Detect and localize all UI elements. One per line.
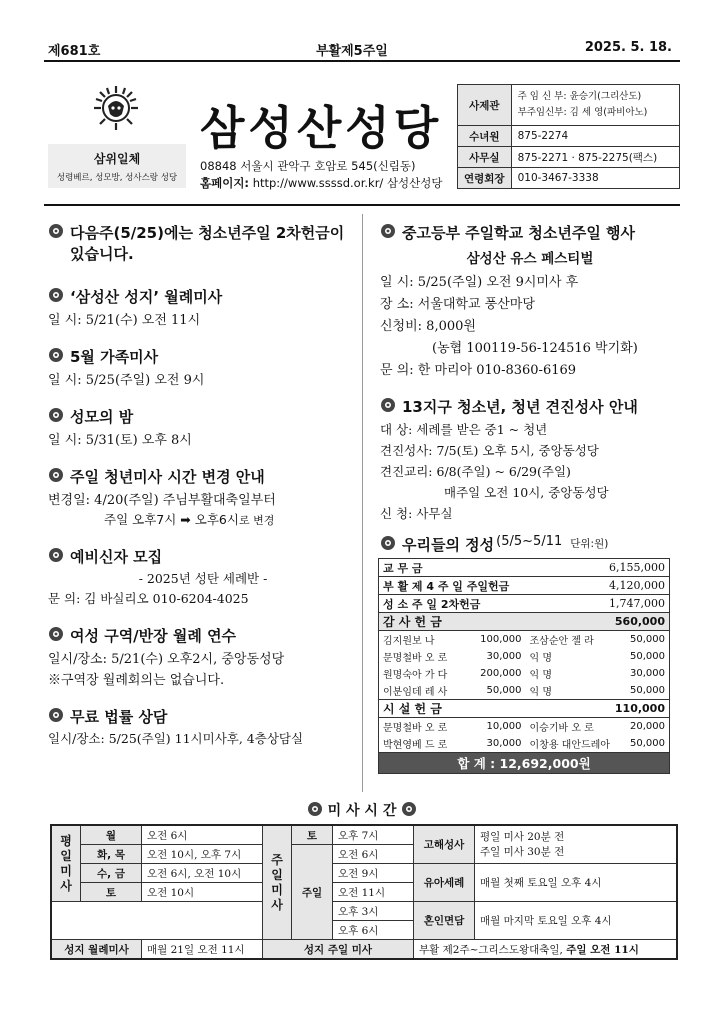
unity-title: 삼위일체 [93, 152, 141, 166]
contact-row-office [458, 147, 680, 168]
notice-line: ※구역장 월례회의는 없습니다. [48, 673, 225, 688]
notice-line: 견진성사: 7/5(토) 오후 5시, 중앙동성당 [380, 443, 599, 458]
notice-line: (농협 100119-56-124516 박기화) [432, 341, 638, 356]
homepage-tail: 삼성산성당 [386, 176, 443, 190]
offering-heading: 우리들의 정성 (5/5~5/11 단위:원) [380, 534, 680, 555]
homepage-line [200, 175, 443, 191]
offering-row: 부 활 제 4 주 일 주일헌금 4,120,000 [379, 577, 670, 595]
contact-value [511, 85, 679, 126]
contact-value: 875-2274 [511, 126, 679, 147]
contact-value: 010-3467-3338 [511, 168, 679, 189]
flower-bullet-icon [380, 535, 396, 551]
notice-heading: 무료 법률 상담 [48, 706, 358, 727]
flower-bullet-icon [48, 347, 64, 363]
parish-address: 08848 서울시 관악구 호암로 545(신림동) [200, 159, 416, 173]
flower-bullet-icon [380, 397, 396, 413]
contact-label: 사제관 [458, 85, 512, 126]
arrow-right-icon: ➡ [180, 512, 191, 527]
notice-line: 변경일: 4/20(주일) 주님부활대축일부터 [48, 493, 276, 508]
notice-line: 일 시: 5/25(주일) 오전 9시 [48, 373, 205, 388]
thanks-row: 문명철바 오 로 30,000 익 명 50,000 [383, 651, 665, 664]
liturgical-week: 부활제5주일 [316, 44, 388, 59]
shrine-monthly-label: 성지 월례미사 [51, 940, 142, 960]
flower-bullet-icon [48, 547, 64, 563]
notice-line: - 2025년 성탄 세례반 - [138, 571, 268, 586]
unity-badge [48, 144, 186, 188]
notice-line: 주일 오후7시 ➡ 오후6시로 변경 [104, 512, 275, 527]
issue-number: 제681호 [48, 44, 101, 59]
offering-table [378, 558, 670, 774]
flower-bullet-icon [48, 287, 64, 303]
sunday-mass-label: 주일미사 [263, 825, 292, 940]
parish-name-title: 삼성산성당 [200, 101, 443, 155]
flower-bullet-icon [48, 707, 64, 723]
contact-row-funeral [458, 168, 680, 189]
contact-label: 사무실 [458, 147, 512, 168]
notice-line: 일 시: 5/25(주일) 오전 9시미사 후 [380, 275, 579, 290]
weekday-mass-label: 평일미사 [51, 825, 81, 902]
offering-row: 교 무 금 6,155,000 [379, 559, 670, 577]
notice-heading: 여성 구역/반장 월례 연수 [48, 625, 358, 646]
left-column [48, 222, 358, 747]
notice-line: 일 시: 5/21(수) 오전 11시 [48, 313, 201, 328]
contact-row-rectory [458, 85, 680, 126]
homepage-label: 홈페이지: [200, 176, 250, 190]
contact-label: 연령회장 [458, 168, 512, 189]
notice-line: 매주일 오전 10시, 중앙동성당 [444, 485, 609, 500]
bulletin-date: 2025. 5. 18. [584, 40, 672, 55]
special-collection: 청소년주일 2차헌금 [198, 224, 330, 242]
flower-bullet-icon [307, 801, 323, 821]
unity-subtitle: 성령베르, 성모방, 성사스랑 성당 [56, 173, 178, 183]
notice-line: 일시/장소: 5/25(주일) 11시미사후, 4층상담실 [48, 731, 304, 746]
facility-offering-header: 시 설 헌 금 110,000 [379, 700, 670, 718]
flower-bullet-icon [48, 223, 64, 239]
festival-name: 삼성산 유스 페스티벌 [466, 251, 594, 267]
notice-heading: 중고등부 주일학교 청소년주일 행사 [380, 222, 680, 243]
thanks-offering-header: 감 사 헌 금 560,000 [379, 613, 670, 631]
pastor-line: 주 임 신 부: 윤승기(그리산도) [517, 91, 642, 102]
contact-value: 875-2271 · 875-2275(팩스) [511, 147, 679, 168]
notice-line: 견진교리: 6/8(주일) ~ 6/29(주일) [380, 464, 571, 479]
flower-bullet-icon [48, 626, 64, 642]
shrine-sunday-label: 성지 주일 미사 [263, 940, 414, 960]
grand-total: 합 계 : 12,692,000원 [379, 753, 670, 774]
thanks-row: 이분임데 레 사 50,000 익 명 50,000 [379, 682, 670, 700]
right-column [380, 222, 680, 522]
notice-heading: 13지구 청소년, 청년 견진성사 안내 [380, 396, 680, 417]
offering-row: 성 소 주 일 2차헌금 1,747,000 [379, 595, 670, 613]
facility-row: 문명철바 오 로 10,000 이승기바 오 로 20,000 [383, 721, 665, 734]
notice-line: 문 의: 한 마리아 010-8360-6169 [380, 363, 577, 378]
flower-bullet-icon [48, 407, 64, 423]
notice-line: 신 청: 사무실 [380, 506, 453, 521]
assistant-pastor-line: 부주임신부: 김 세 영(파비아노) [517, 107, 648, 118]
column-divider [362, 214, 363, 792]
flower-bullet-icon [48, 467, 64, 483]
masthead-divider [44, 204, 680, 206]
notice-line: 장 소: 서울대학교 풍산마당 [380, 297, 535, 312]
flower-bullet-icon [380, 223, 396, 239]
grand-total-row [379, 753, 670, 774]
thanks-row: 원명숙아 가 다 200,000 익 명 30,000 [383, 668, 665, 681]
notice-heading: 예비신자 모집 [48, 546, 358, 567]
notice-heading: 주일 청년미사 시간 변경 안내 [48, 466, 358, 487]
notice-line: 신청비: 8,000원 [380, 319, 476, 334]
contact-row-convent [458, 126, 680, 147]
mass-times-table: 평일미사 월 오전 6시 주일미사 토 오후 7시 고해성사 평일 미사 20분 전 주일 미사 30분 전 화, 목 오전 10시, 오후 7시 주일 오전 6시 수, 금 오전 6시, 오전 10시 오전 9시 유아세례 매월 첫째 토요일 오후 4시 토 오전 10시 오전 11시 오후 3시 혼인면담 매월 마지막 토요일 오후 4시 오후 6시 성지 월례미사 매월 21일 오전 11시 성지 주일 미사 부활 제2주~그리스도왕대축일, 주일 오전 11시 [50, 824, 678, 960]
notice-line: 문 의: 김 바실리오 010-6204-4025 [48, 591, 249, 606]
shrine-monthly-text: 매월 21일 오전 11시 [142, 940, 263, 960]
notice-heading: 성모의 밤 [48, 406, 358, 427]
top-divider [44, 60, 680, 62]
notice-heading: 5월 가족미사 [48, 346, 358, 367]
mass-times-heading: 미 사 시 간 [0, 800, 724, 821]
thanks-row: 김지원보 나 100,000 조삼순안 젤 라 50,000 [383, 634, 665, 647]
contact-table [457, 84, 680, 189]
facility-row: 박현영베 드 로 30,000 이창용 대안드레아 50,000 [379, 735, 670, 753]
parish-logo-icon [92, 84, 140, 132]
notice-line: 일 시: 5/31(토) 오후 8시 [48, 433, 192, 448]
flower-bullet-icon [401, 801, 417, 821]
notice-line: 일시/장소: 5/21(수) 오후2시, 중앙동성당 [48, 652, 285, 667]
contact-label: 수녀원 [458, 126, 512, 147]
homepage-url[interactable]: http://www.ssssd.or.kr/ [252, 176, 384, 190]
notice-heading: 다음주(5/25)에는 청소년주일 2차헌금이 있습니다. [48, 222, 358, 264]
notice-line: 대 상: 세례를 받은 중1 ~ 청년 [380, 422, 548, 437]
notice-heading: ‘삼성산 성지’ 월례미사 [48, 286, 358, 307]
shrine-sunday-text: 부활 제2주~그리스도왕대축일, 주일 오전 11시 [414, 940, 678, 960]
